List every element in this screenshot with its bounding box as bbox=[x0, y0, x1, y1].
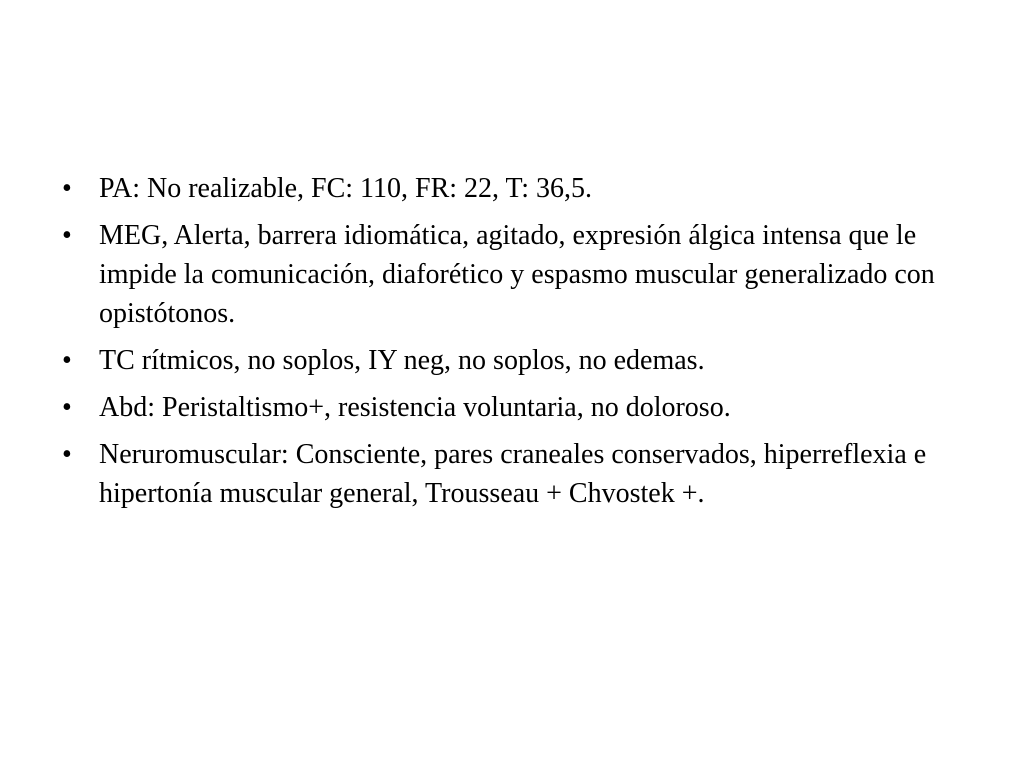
bullet-marker: • bbox=[62, 220, 72, 251]
bullet-item-vitals bbox=[62, 169, 962, 208]
bullet-marker: • bbox=[62, 392, 72, 423]
bullet-marker: • bbox=[62, 173, 72, 204]
bullet-item-abdomen bbox=[62, 388, 962, 427]
bullet-marker: • bbox=[62, 345, 72, 376]
bullet-text: Abd: Peristaltismo+, resistencia voluntaria, no doloroso. bbox=[99, 392, 731, 423]
bullet-list bbox=[62, 169, 962, 521]
bullet-text: TC rítmicos, no soplos, IY neg, no soplos, no edemas. bbox=[99, 345, 705, 376]
bullet-item-neuromuscular bbox=[62, 435, 962, 513]
bullet-marker: • bbox=[62, 439, 72, 470]
bullet-text: Neruromuscular: Consciente, pares craneales conservados, hiperreflexia e hipertonía muscular general, Trousseau + Chvostek +. bbox=[99, 439, 927, 509]
bullet-text: PA: No realizable, FC: 110, FR: 22, T: 36,5. bbox=[99, 173, 593, 204]
bullet-text: MEG, Alerta, barrera idiomática, agitado, expresión álgica intensa que le impide la comunicación, diaforético y espasmo muscular generalizado con opistótonos. bbox=[99, 220, 935, 329]
bullet-item-general-state bbox=[62, 216, 962, 333]
bullet-item-cardiopulmonary bbox=[62, 341, 962, 380]
